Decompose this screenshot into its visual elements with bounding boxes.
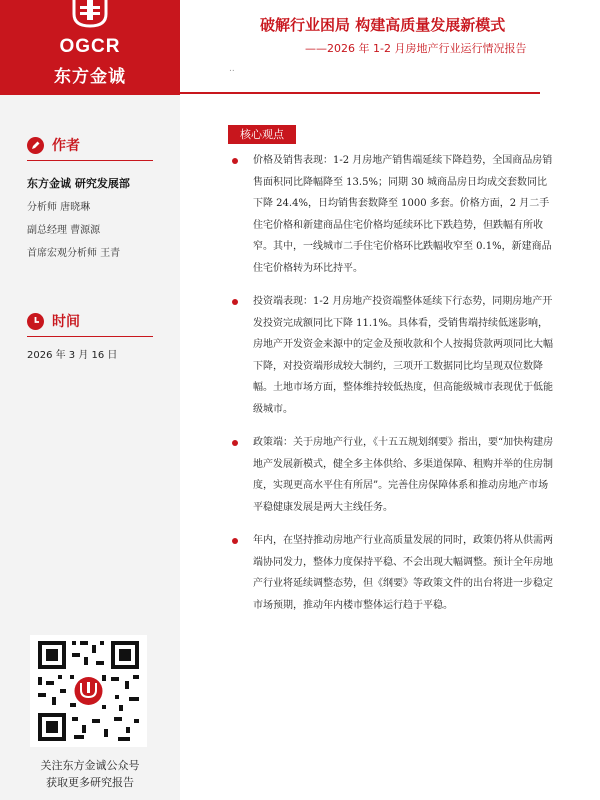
bullet-icon xyxy=(232,158,238,164)
author-org: 东方金诚 研究发展部 xyxy=(27,177,130,190)
key-point-text: 投资端表现：1-2 月房地产投资端整体延续下行态势，同期房地产开发投资完成额同比下降 11.1%。具体看，受销售端持续低迷影响，房地产开发资金来源中的定金及预收款和个人按揭贷款两项同比大幅下降，对投资端形成较大制约，三项开工数据同比均呈现双位数降幅。土地市场方面，整体维持较低热度，但高能级城市表现优于低能级城市。 xyxy=(253,296,553,415)
time-heading-label: 时间 xyxy=(52,314,80,330)
key-point xyxy=(232,150,554,279)
header-dots: .. xyxy=(229,64,235,74)
logo-mark-icon xyxy=(70,0,110,30)
sidebar xyxy=(0,0,180,800)
author-heading xyxy=(27,135,80,155)
key-point-text: 政策端：关于房地产行业，《十五五规划纲要》指出，要“加快构建房地产发展新模式，健全多主体供给、多渠道保障、租购并举的住房制度，实现更高水平住有所居”。完善住房保障体系和推动房地产市场平稳健康发展是两大主线任务。 xyxy=(253,437,554,513)
key-points xyxy=(232,150,554,628)
qr-caption-line-1: 关注东方金诚公众号 xyxy=(40,759,140,772)
time-divider xyxy=(27,336,153,337)
section-tag: 核心观点 xyxy=(228,125,296,144)
report-title: 破解行业困局 构建高质量发展新模式 xyxy=(260,16,506,34)
author-divider xyxy=(27,160,153,161)
qr-code xyxy=(30,635,147,747)
brand-name-en: OGCR xyxy=(59,36,121,57)
author-line: 副总经理 曹源源 xyxy=(27,225,101,236)
qr-code-icon xyxy=(30,635,147,747)
header-divider xyxy=(180,92,540,94)
key-point-text: 价格及销售表现：1-2 月房地产销售端延续下降趋势，全国商品房销售面积同比降幅降至 13.5%；同期 30 城商品房日均成交套数同比下降 24.4%，日均销售套数降至 1000 多套。价格方面，2 月二手住宅价格和新建商品住宅价格均延续环比下跌趋势，但跌幅有所收窄。其中，一线城市二手住宅价格环比跌幅收窄至 0.1%，新建商品住宅价格转为环比持平。 xyxy=(253,155,553,274)
report-subtitle: ——2026 年 1-2 月房地产行业运行情况报告 xyxy=(305,42,527,55)
author-line: 首席宏观分析师 王青 xyxy=(27,248,121,259)
bullet-icon xyxy=(232,440,238,446)
brand-logo xyxy=(0,0,180,95)
time-heading xyxy=(27,311,80,331)
author-heading-label: 作者 xyxy=(52,138,80,154)
report-date: 2026 年 3 月 16 日 xyxy=(27,350,118,361)
key-point xyxy=(232,291,554,420)
key-point-text: 年内，在坚持推动房地产行业高质量发展的同时，政策仍将从供需两端协同发力，整体力度保持平稳、不会出现大幅调整。预计全年房地产行业将延续调整态势，但《纲要》等政策文件的出台将进一步稳定市场预期，推动年内楼市整体运行趋于平稳。 xyxy=(253,535,553,611)
key-point xyxy=(232,530,554,616)
pen-icon xyxy=(27,137,44,154)
bullet-icon xyxy=(232,538,238,544)
clock-icon xyxy=(27,313,44,330)
key-point xyxy=(232,432,554,518)
author-line: 分析师 唐晓琳 xyxy=(27,202,91,213)
brand-name-cn: 东方金诚 xyxy=(54,67,126,87)
qr-caption-line-2: 获取更多研究报告 xyxy=(46,776,134,789)
bullet-icon xyxy=(232,299,238,305)
